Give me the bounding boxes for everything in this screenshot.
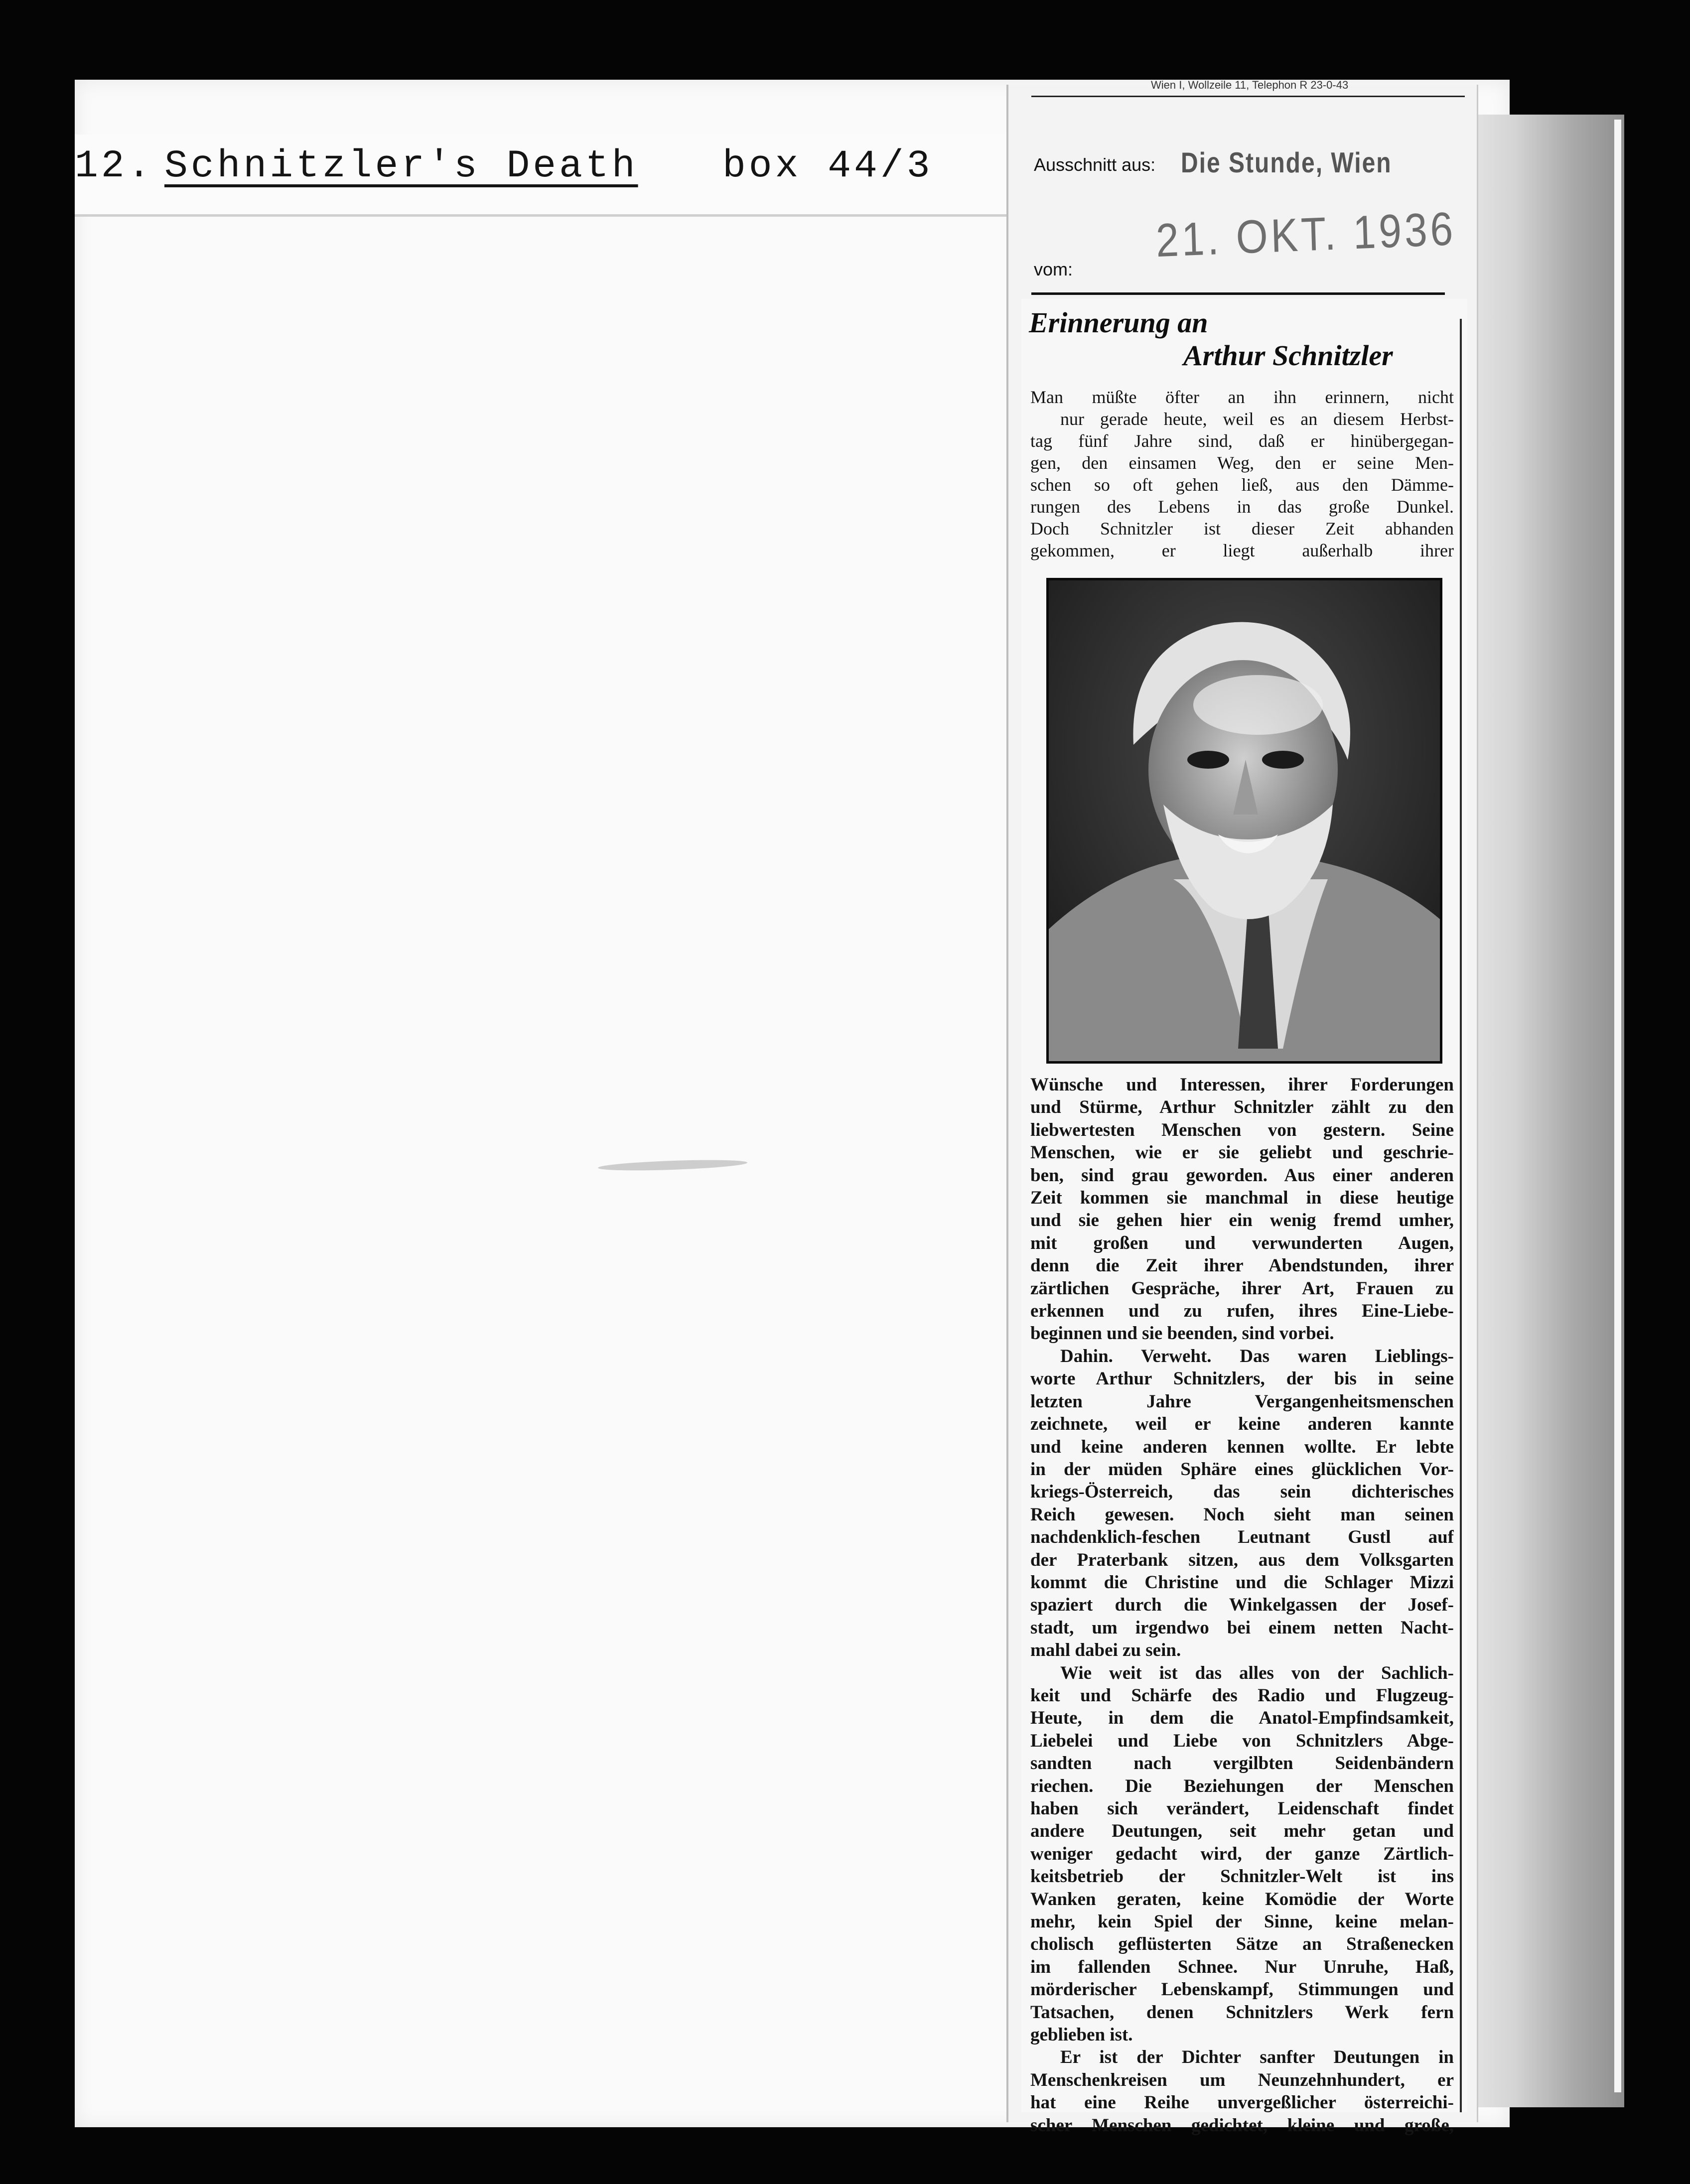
article-line: ben, sind grau geworden. Aus einer anderen <box>1030 1165 1454 1186</box>
article-line: nachdenklich-feschen Leutnant Gustl auf <box>1030 1527 1454 1548</box>
clipping-service-address: Wien I, Wollzeile 11, Telephon R 23-0-43 <box>1151 79 1349 91</box>
article-line: Wanken geraten, keine Komödie der Worte <box>1030 1889 1454 1910</box>
article-line: riechen. Die Beziehungen der Menschen <box>1030 1775 1454 1796</box>
article-line: tag fünf Jahre sind, daß er hinübergegan- <box>1030 431 1454 451</box>
archive-box-number: box 44/3 <box>722 144 933 188</box>
article-line: denn die Zeit ihrer Abendstunden, ihrer <box>1030 1255 1454 1276</box>
article-line: Dahin. Verweht. Das waren Lieblings- <box>1060 1346 1454 1366</box>
article-line: gekommen, er liegt außerhalb ihrer <box>1030 541 1454 560</box>
article-line: mehr, kein Spiel der Sinne, keine melan- <box>1030 1911 1454 1932</box>
clipping-edge <box>1460 319 1462 2112</box>
article-line: Menschen, wie er sie geliebt und geschrie- <box>1030 1142 1454 1163</box>
article-line: haben sich verändert, Leidenschaft findet <box>1030 1798 1454 1819</box>
article-line: erkennen und zu rufen, ihres Eine-Liebe- <box>1030 1301 1454 1322</box>
portrait-photo <box>1046 578 1442 1064</box>
article-line: liebwertesten Menschen von gestern. Seine <box>1030 1119 1454 1140</box>
article-line: mörderischer Lebenskampf, Stimmungen und <box>1030 1979 1454 2000</box>
backing-card-edge <box>1614 120 1621 2092</box>
article-line: Doch Schnitzler ist dieser Zeit abhanden <box>1030 519 1454 539</box>
headline-line-1: Erinnerung an <box>1029 306 1208 339</box>
article-line: schen so oft gehen ließ, aus den Dämme- <box>1030 475 1454 495</box>
article-line: letzten Jahre Vergangenheitsmenschen <box>1030 1391 1454 1412</box>
article-line: Reich gewesen. Noch sieht man seinen <box>1030 1504 1454 1525</box>
article-line: Wie weit ist das alles von der Sachlich- <box>1060 1662 1454 1683</box>
source-stamp: Die Stunde, Wien <box>1181 147 1392 179</box>
date-stamp: 21. OKT. 1936 <box>1155 203 1457 267</box>
article-line: Tatsachen, denen Schnitzlers Werk fern <box>1030 2002 1454 2023</box>
article-line: sandten nach vergilbten Seidenbändern <box>1030 1753 1454 1774</box>
article-line: stadt, um irgendwo bei einem netten Nacht- <box>1030 1617 1454 1638</box>
article-line: im fallenden Schnee. Nur Unruhe, Haß, <box>1030 1956 1454 1977</box>
backing-card <box>1455 115 1624 2107</box>
article-line: mahl dabei zu sein. <box>1030 1640 1181 1661</box>
vom-label: vom: <box>1034 259 1073 279</box>
headline-line-2: Arthur Schnitzler <box>1183 339 1393 372</box>
article-line: worte Arthur Schnitzlers, der bis in seine <box>1030 1368 1454 1389</box>
portrait-photo-icon <box>1049 580 1440 1061</box>
article-line: rungen des Lebens in das große Dunkel. <box>1030 497 1454 517</box>
article-line: Liebelei und Liebe von Schnitzlers Abge- <box>1030 1730 1454 1751</box>
article-line: und keine anderen kennen wollte. Er lebte <box>1030 1436 1454 1457</box>
article-headline <box>1029 306 1452 381</box>
article-line: Wünsche und Interessen, ihrer Forderungen <box>1030 1075 1454 1095</box>
article-line: Zeit kommen sie manchmal in diese heutige <box>1030 1188 1454 1209</box>
article-line: cholisch geflüsterten Sätze an Straßenecken <box>1030 1934 1454 1955</box>
article-line: und sie gehen hier ein wenig fremd umher, <box>1030 1210 1454 1231</box>
article-line: Heute, in dem die Anatol-Empfindsamkeit, <box>1030 1708 1454 1729</box>
vom-rule <box>1031 292 1445 295</box>
article-line: in der müden Sphäre eines glücklichen Vor- <box>1030 1459 1454 1480</box>
article-line: weniger gedacht wird, der ganze Zärtlich- <box>1030 1843 1454 1864</box>
article-line: Er ist der Dichter sanfter Deutungen in <box>1060 2047 1454 2068</box>
ausschnitt-label: Ausschnitt aus: <box>1034 154 1156 175</box>
article-line: Man müßte öfter an ihn erinnern, nicht <box>1030 387 1454 407</box>
article-line: gen, den einsamen Weg, den er seine Men- <box>1030 453 1454 473</box>
article-line: kommt die Christine und die Schlager Mizzi <box>1030 1572 1454 1593</box>
article-body <box>1030 1074 1454 2137</box>
article-line: keit und Schärfe des Radio und Flugzeug- <box>1030 1685 1454 1706</box>
article-line: nur gerade heute, weil es an diesem Herbst- <box>1060 409 1454 429</box>
archive-item-title: Schnitzler's Death <box>164 144 638 188</box>
article-line: spaziert durch die Winkelgassen der Josef- <box>1030 1595 1454 1616</box>
article-line: zärtlichen Gespräche, ihrer Art, Frauen zu <box>1030 1278 1454 1299</box>
article-line: scher Menschen gedichtet, kleine und große, <box>1030 2115 1454 2136</box>
article-line: zeichnete, weil er keine anderen kannte <box>1030 1414 1454 1435</box>
article-line: keitsbetrieb der Schnitzler-Welt ist ins <box>1030 1866 1454 1887</box>
clipping-top-rule <box>1031 96 1465 97</box>
article-line: kriegs-Österreich, das sein dichterisches <box>1030 1482 1454 1502</box>
archive-item-number: 12. <box>75 144 154 188</box>
article-line: der Praterbank sitzen, aus dem Volksgarten <box>1030 1549 1454 1570</box>
article-line: mit großen und verwunderten Augen, <box>1030 1232 1454 1253</box>
article-intro <box>1030 386 1454 561</box>
article-line: und Stürme, Arthur Schnitzler zählt zu den <box>1030 1097 1454 1118</box>
article-line: beginnen und sie beenden, sind vorbei. <box>1030 1323 1334 1344</box>
article-line: geblieben ist. <box>1030 2025 1133 2046</box>
article-line: andere Deutungen, seit mehr getan und <box>1030 1821 1454 1842</box>
article-line: Menschenkreisen um Neunzehnhundert, er <box>1030 2069 1454 2090</box>
article-line: hat eine Reihe unvergeßlicher österreichi- <box>1030 2092 1454 2113</box>
